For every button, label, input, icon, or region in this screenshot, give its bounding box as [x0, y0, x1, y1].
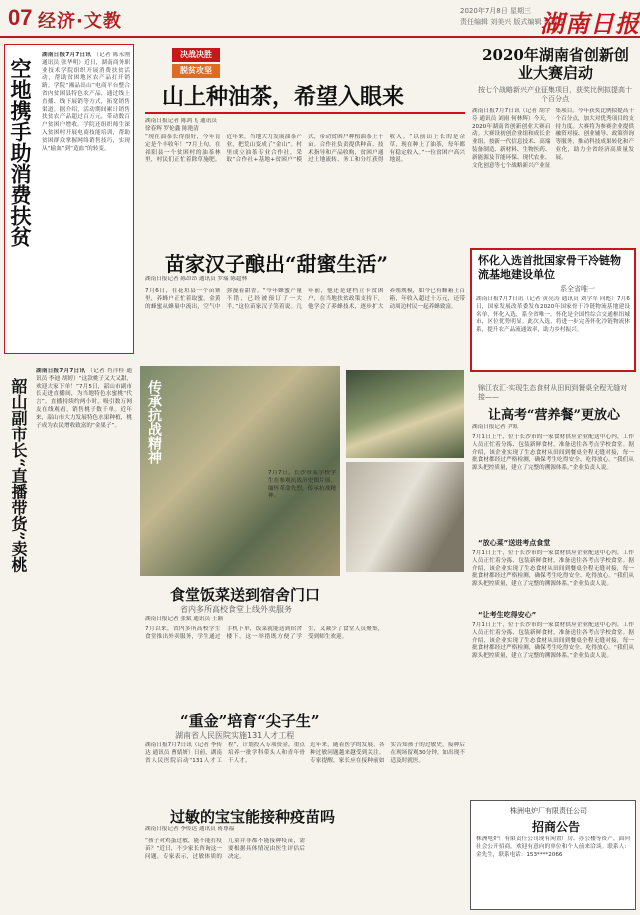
shaoshan-kicker: 湖南日报7月7日讯 — [36, 368, 86, 374]
headline-rule — [145, 112, 465, 114]
page-number: 07 — [8, 5, 33, 30]
contest-body: 湖南日报7月7日讯（记者 胡宇芬 通讯员 刘雨 何林辉）今天，2020年湖南省创新创业大赛启动。大赛设初创企业组和成长企业组，按新一代信息技术、高端装备制造、新材料、生物医药、新能源及节能环保、现代农业、文化创意等七个战略新兴产业征集项目。今年获奖比例拟提高十个百分点，加大对优秀项目的支持力度。大赛将为参赛企业提供融资对接、创业辅导、政策咨询等服务，推动科技成果转化和产业化，助力全省经济高质量发展。 — [472, 108, 634, 169]
vaccine-body-2: 近年来，随着医学的发展，各种过敏问题越来越受到关注。专家提醒，家长应在接种前如实告知孩子的过敏史，接种后在现场留观30分钟，如出现不适及时就医。 — [310, 742, 465, 764]
canteen-body: 7月以来，省内多所高校学生食堂推出外卖服务，学生通过手机下单，饭菜就能送到宿舍楼下。这一举措既方便了学生，又减少了食堂人员聚集，受到师生欢迎。 — [145, 626, 384, 640]
shaoshan-headline: 韶山副市长“直播带货”卖桃 — [9, 378, 28, 573]
left-article-kicker: 湖南日报7月7日讯 — [42, 52, 92, 58]
honey-body: 7月6日，在花垣县一个苗寨里，养蜂户正忙着取蜜。金黄的蜂蜜从蜂巢中流出，空气中弥漫着甜香。“今年蜂蜜产量不错，已经被预订了一大半。”这位苗家汉子笑着说。几年前，他还是建档立卡贫困户，在当地扶贫政策支持下，他学会了养蜂技术，逐步扩大养殖规模，如今已有蜂箱上百箱，年收入超过十万元，还带动周边村民一起养蜂致富。 — [145, 288, 465, 310]
meal-body-3: 7月1日上午，位于长沙市的一家食材供应企业配送中心内，工作人员正忙着分拣、包装新鲜食材，准备送往各考点学校食堂。据介绍，该企业实现了生态食材从田间到餐桌全程无缝对接，每一批食材都经过严格检测，确保考生吃得安全、吃得放心。“我们从源头把控质量，建立了完整的溯源体系。”企业负责人说。 — [472, 622, 634, 660]
oil-tea-headline: 山上种油茶，希望入眼来 — [162, 84, 405, 110]
banner-tag-1: 决战决胜 — [172, 48, 220, 62]
left-article-body — [42, 52, 130, 348]
newspaper-logo: 湖南日报 — [540, 9, 640, 38]
contest-subhead: 按七个战略新兴产业征集项目，获奖比例拟提高十个百分点 — [478, 86, 632, 103]
meal-kicker: 锦江农汇·实现生态食材从田间到餐桌全程无缝对接—— — [478, 384, 628, 401]
anti-war-caption: 7月7日，长沙市某学校学生在参观抗战历史图片展，缅怀革命先烈，传承抗战精神。 — [268, 470, 336, 500]
meal-byline: 湖南日报记者 尹虹 — [472, 424, 519, 430]
huaihua-subhead: 系全省唯一 — [560, 285, 595, 293]
shaoshan-text: （记者 肖洋桂 通讯员 李迪 胡婷）“这款桃子又大又甜，欢迎大家下单！”7月5日，韶山市副市长走进直播间，为当地特色水蜜桃“代言”。直播持续约两小时，吸引数万网友在线观看，销售桃子数千单。近年来，韶山市大力发展特色水果种植，桃子成为农民增收致富的“金果子”。 — [36, 368, 132, 429]
meal-quote-head-2: “让考生吃得安心” — [478, 611, 537, 619]
huaihua-headline: 怀化入选首批国家骨干冷链物流基地建设单位 — [478, 254, 621, 281]
left-article-text: （记者 陈永刚 通讯员 张华明）近日，湖南商务职业技术学院组织开展消费扶贫活动，帮助贫困地区农产品打开销路。学院“湘品出山”电商平台整合省内贫困县特色农产品，通过线上直播、线下展销等方式，拓宽销售渠道。据介绍，活动期间累计销售扶贫农产品超过百万元，带动数百户贫困户增收。学院还组织师生深入贫困村开展电商技能培训，帮助贫困群众掌握网络销售技巧，实现从“输血”到“造血”的转变。 — [42, 52, 130, 152]
ad-body: 株洲电炉厂有限责任公司现有闲置厂房、办公楼等资产，面向社会公开招商。欢迎有意向的单位和个人前来洽谈。联系人：金先生，联系电话：153****2066 — [476, 836, 630, 858]
shaoshan-body — [36, 368, 132, 668]
meal-quote-head: “放心菜”送进考点食堂 — [478, 539, 551, 547]
honey-byline: 湖南日报记者 陈昂昂 通讯员 罗瑞 陈超林 — [145, 276, 248, 282]
article-photo-3 — [346, 462, 464, 572]
meal-headline: 让高考“营养餐”更放心 — [488, 408, 620, 423]
vaccine-headline: 过敏的宝宝能接种疫苗吗 — [170, 808, 336, 826]
talent-subhead: 湖南省人民医院实施131人才工程 — [175, 731, 295, 740]
canteen-subhead: 省内多所高校食堂上线外卖服务 — [180, 605, 292, 614]
ad-headline: 招商公告 — [532, 820, 581, 834]
talent-headline: “重金”培育“尖子生” — [180, 712, 320, 730]
left-article-headline: 空地携手助消费扶贫 — [8, 58, 33, 247]
oil-tea-body: “现在油茶长得很好，今年肯定是个丰收年！”7月上旬，在祁阳县一个贫困村的油茶林里，村民们正忙着除草施肥。近年来，当地大力发展油茶产业，把荒山变成了“金山”。村里成立油茶专业合作社，采取“合作社+基地+贫困户”模式，带动贫困户种植油茶上千亩。合作社负责提供种苗、技术指导和产品收购，贫困户通过土地流转、务工和分红获得收入。“以前山上长的是杂草，现在种上了油茶，每年都有稳定收入。”一位贫困户高兴地说。 — [145, 134, 465, 164]
section-title: 经济·文教 — [38, 11, 122, 32]
canteen-byline: 湖南日报记者 张斌 通讯员 王颖 — [145, 616, 224, 622]
huaihua-body: 湖南日报7月7日讯（记者 黄亮涛 通讯员 刘学军 向彪）7月6日，国家发展改革委发布2020年国家骨干冷链物流基地建设名单，怀化入选，系全省唯一。怀化是全国性综合交通枢纽城市，区位优势明显。此次入选，将进一步完善怀化冷链物流体系，提升农产品流通效率，助力乡村振兴。 — [476, 296, 630, 334]
article-photo-2 — [346, 370, 464, 458]
ad-company: 株洲电炉厂有限责任公司 — [510, 807, 587, 815]
anti-war-headline: 传承抗战精神 — [146, 380, 162, 464]
meal-body: 7月1日上午，位于长沙市的一家食材供应企业配送中心内，工作人员正忙着分拣、包装新鲜食材，准备送往各考点学校食堂。据介绍，该企业实现了生态食材从田间到餐桌全程无缝对接，每一批食材都经过严格检测，确保考生吃得安全、吃得放心。“我们从源头把控质量，建立了完整的溯源体系。”企业负责人说。 — [472, 434, 634, 472]
canteen-headline: 食堂饭菜送到宿舍门口 — [170, 586, 321, 604]
meal-body-2: 7月1日上午，位于长沙市的一家食材供应企业配送中心内，工作人员正忙着分拣、包装新鲜食材，准备送往各考点学校食堂。据介绍，该企业实现了生态食材从田间到餐桌全程无缝对接，每一批食材都经过严格检测，确保考生吃得安全、吃得放心。“我们从源头把控质量，建立了完整的溯源体系。”企业负责人说。 — [472, 550, 634, 588]
oil-tea-byline: 湖南日报记者 陈鸿飞 通讯员 徐春辉 罗伦鑫 陈艳清 — [145, 118, 217, 132]
banner-tag-2: 脱贫攻坚 — [172, 64, 220, 78]
editor-line: 责任编辑 刘美兴 版式编辑 许德龙 — [460, 18, 565, 26]
vaccine-byline: 湖南日报记者 李传达 通讯员 蒋尊福 — [145, 826, 235, 832]
talent-body: 湖南日报7月7日讯（记者 李传达 通讯员 曹婧妍）日前，湖南省人民医院启动“131人才工程”，计划投入专项资金，重点培养一批学科带头人和青年骨干人才。 — [145, 742, 305, 764]
honey-headline: 苗家汉子酿出“甜蜜生活” — [165, 252, 389, 276]
vaccine-body: “孩子对鸡蛋过敏，能不能打疫苗？”近日，不少家长咨询这一问题。专家表示，过敏体质的儿童并非都不能接种疫苗，需要根据具体情况由医生评估后决定。 — [145, 838, 305, 860]
contest-headline: 2020年湖南省创新创业大赛启动 — [482, 46, 629, 82]
issue-date: 2020年7月8日 星期三 — [460, 7, 531, 15]
